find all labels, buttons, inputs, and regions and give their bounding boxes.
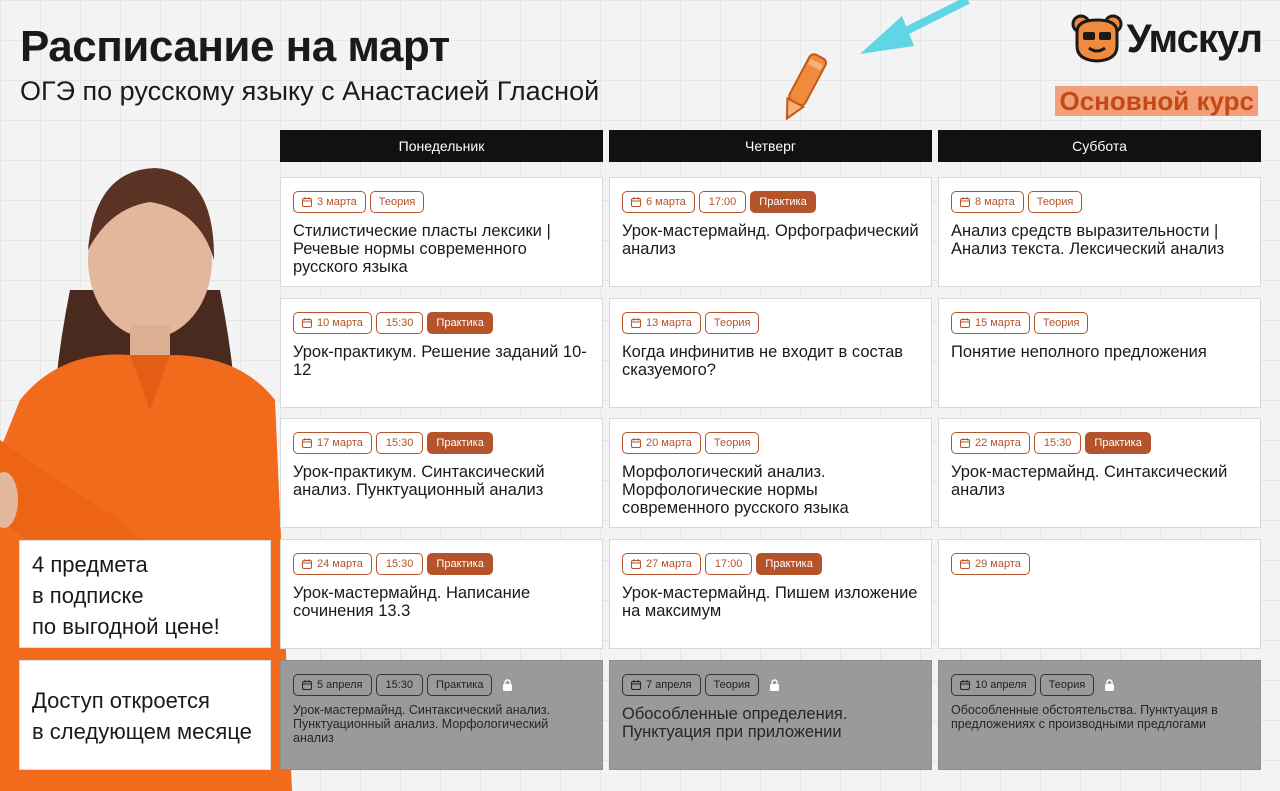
lesson-time-tag: 15:30 (1034, 432, 1082, 454)
lesson-title: Урок-мастермайнд. Пишем изложение на максимум (622, 584, 918, 620)
lesson-date-tag (951, 553, 1030, 575)
lesson-date: 29 марта (975, 558, 1021, 570)
decorative-pen-icon (772, 50, 832, 126)
brand-name: Умскул (1126, 16, 1262, 61)
lesson-title: Урок-мастермайнд. Написание сочинения 13.3 (293, 584, 531, 620)
lesson-type-tag: Теория (1040, 674, 1095, 696)
lesson-time-tag: 15:30 (376, 312, 424, 334)
lesson-tags (951, 311, 1248, 335)
lesson-type-tag: Практика (427, 432, 492, 454)
lesson-tags (293, 552, 590, 576)
page-title: Расписание на март (20, 22, 450, 71)
lesson-date-tag (951, 674, 1036, 696)
lock-icon (1104, 679, 1115, 691)
calendar-icon (302, 318, 312, 328)
lesson-type-tag: Практика (427, 553, 492, 575)
lesson-date: 15 марта (975, 317, 1021, 329)
lesson-date-tag (293, 191, 366, 213)
lesson-date-tag (622, 432, 701, 454)
course-badge: Основной курс (1055, 86, 1258, 116)
lesson-tags (951, 673, 1248, 697)
lesson-title: Когда инфинитив не входит в состав сказуемого? (622, 343, 904, 379)
lesson-date-tag (622, 312, 701, 334)
lesson-date: 7 апреля (646, 679, 692, 691)
lesson-card[interactable] (609, 177, 932, 287)
lesson-time-tag: 15:30 (376, 432, 424, 454)
lesson-card[interactable] (938, 177, 1261, 287)
lesson-date: 10 марта (317, 317, 363, 329)
brand-logo (1071, 14, 1262, 64)
lesson-title: Обособленные определения. Пунктуация при приложении (622, 705, 848, 741)
lesson-date: 17 марта (317, 437, 363, 449)
calendar-icon (302, 438, 312, 448)
promo-box (19, 540, 271, 648)
lesson-date: 8 марта (975, 196, 1015, 208)
lesson-date-tag (293, 674, 372, 696)
calendar-icon (960, 197, 970, 207)
calendar-icon (960, 438, 970, 448)
lesson-card[interactable] (609, 539, 932, 649)
lesson-time-tag: 17:00 (699, 191, 747, 213)
promo-line: по выгодной цене! (32, 614, 220, 639)
locked-lesson-card[interactable] (609, 660, 932, 770)
promo-line: в подписке (32, 583, 144, 608)
lesson-tags (622, 673, 919, 697)
lesson-tags (622, 552, 919, 576)
lesson-date: 5 апреля (317, 679, 363, 691)
lesson-tags (951, 431, 1248, 455)
lesson-card[interactable] (938, 539, 1261, 649)
lesson-tags (951, 190, 1248, 214)
calendar-icon (302, 197, 312, 207)
lesson-date: 20 марта (646, 437, 692, 449)
calendar-icon (631, 318, 641, 328)
lesson-title: Урок-мастермайнд. Орфографический анализ (622, 222, 919, 258)
lesson-title: Анализ средств выразительности | Анализ текста. Лексический анализ (951, 222, 1225, 258)
lock-icon (769, 679, 780, 691)
calendar-icon (302, 559, 312, 569)
lesson-tags (622, 311, 919, 335)
locked-lesson-card[interactable] (280, 660, 603, 770)
lesson-date: 22 марта (975, 437, 1021, 449)
access-line: Доступ откроется (32, 688, 210, 713)
lesson-time-tag: 17:00 (705, 553, 753, 575)
lesson-card[interactable] (609, 298, 932, 408)
lesson-date: 3 марта (317, 196, 357, 208)
lesson-type-tag: Теория (370, 191, 425, 213)
lesson-type-tag: Практика (1085, 432, 1150, 454)
lesson-title: Стилистические пласты лексики | Речевые нормы современного русского языка (293, 222, 551, 276)
lesson-card[interactable] (938, 298, 1261, 408)
lesson-date-tag (293, 553, 372, 575)
lesson-tags (293, 190, 590, 214)
calendar-icon (960, 318, 970, 328)
locked-lesson-card[interactable] (938, 660, 1261, 770)
lesson-type-tag: Практика (756, 553, 821, 575)
lesson-date-tag (951, 312, 1030, 334)
lesson-date: 24 марта (317, 558, 363, 570)
lesson-type-tag: Теория (1034, 312, 1089, 334)
lesson-title: Урок-практикум. Решение заданий 10-12 (293, 343, 587, 379)
lesson-time-tag: 15:30 (376, 674, 424, 696)
calendar-icon (631, 559, 641, 569)
lesson-time-tag: 15:30 (376, 553, 424, 575)
lock-icon (502, 679, 513, 691)
lesson-type-tag: Теория (705, 432, 760, 454)
lesson-tags (622, 190, 919, 214)
lesson-date-tag (622, 553, 701, 575)
lesson-title: Обособленные обстоятельства. Пунктуация в предложениях с производными предлогами (951, 703, 1218, 731)
lesson-card[interactable] (280, 418, 603, 528)
lesson-date: 27 марта (646, 558, 692, 570)
lesson-title: Урок-мастермайнд. Синтаксический анализ. Пунктуационный анализ. Морфологический анализ (293, 703, 551, 745)
lesson-type-tag: Теория (1028, 191, 1083, 213)
lesson-card[interactable] (280, 298, 603, 408)
day-header-thursday: Четверг (609, 130, 932, 162)
lesson-tags (293, 311, 590, 335)
lesson-card[interactable] (280, 177, 603, 287)
lesson-tags (622, 431, 919, 455)
lesson-card[interactable] (609, 418, 932, 528)
lesson-card[interactable] (938, 418, 1261, 528)
calendar-icon (631, 680, 641, 690)
lesson-type-tag: Практика (427, 674, 492, 696)
lesson-date-tag (622, 674, 701, 696)
lesson-tags (951, 552, 1248, 576)
lesson-date: 13 марта (646, 317, 692, 329)
lesson-type-tag: Практика (750, 191, 815, 213)
lesson-title: Урок-мастермайнд. Синтаксический анализ (951, 463, 1228, 499)
day-header-saturday: Суббота (938, 130, 1261, 162)
lesson-date-tag (293, 432, 372, 454)
lesson-title: Урок-практикум. Синтаксический анализ. Пунктуационный анализ (293, 463, 545, 499)
lesson-card[interactable] (280, 539, 603, 649)
lesson-type-tag: Теория (705, 312, 760, 334)
lesson-date-tag (951, 432, 1030, 454)
day-header-monday: Понедельник (280, 130, 603, 162)
lesson-type-tag: Практика (427, 312, 492, 334)
lesson-date-tag (951, 191, 1024, 213)
lesson-type-tag: Теория (705, 674, 760, 696)
calendar-icon (302, 680, 312, 690)
lesson-tags (293, 431, 590, 455)
calendar-icon (960, 680, 970, 690)
lesson-title: Морфологический анализ. Морфологические нормы современного русского языка (622, 463, 849, 517)
lesson-date-tag (622, 191, 695, 213)
promo-line: 4 предмета (32, 552, 148, 577)
calendar-icon (631, 197, 641, 207)
access-note (19, 660, 271, 770)
calendar-icon (960, 559, 970, 569)
access-line: в следующем месяце (32, 719, 252, 744)
lesson-date: 10 апреля (975, 679, 1027, 691)
decorative-arrow-icon (858, 0, 970, 60)
lesson-date-tag (293, 312, 372, 334)
page-subtitle: ОГЭ по русскому языку с Анастасией Гласной (20, 76, 600, 106)
lesson-title: Понятие неполного предложения (951, 343, 1207, 361)
calendar-icon (631, 438, 641, 448)
lesson-date: 6 марта (646, 196, 686, 208)
bear-logo-icon (1071, 14, 1123, 64)
lesson-tags (293, 673, 590, 697)
